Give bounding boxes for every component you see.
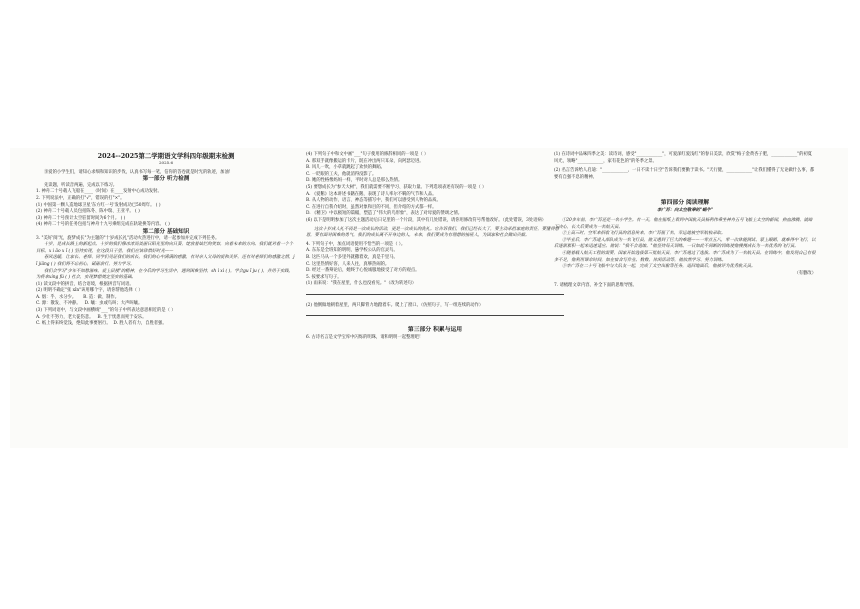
- poetry-fill-2: (2) 名言告诉给人启迪："____________，一日不读十日空"告诉我们要勤于读书。"天行健，____________"让我们懂得了无论做什么事，都要有自强不息的精神。: [554, 168, 815, 180]
- q2-item: (3) 神舟二十号预计太空驻留时间为6个月。 ( ): [36, 215, 126, 221]
- section-1-note: 先读题，听读音两遍，完成以下练习。: [44, 182, 118, 188]
- article-paragraph: ⑤李广苏在二十号飞船中与大队友一起，完成了太空出舱等任务，返回地面后，他被评为优秀航天员。: [562, 264, 756, 270]
- q3-sub1: (1) 读文段中的拼音，结合语境，根据拼音写词语。: [36, 281, 134, 287]
- question-1: 1. 神舟二十号载人飞船在____（时间）在____发射中心成功发射。: [36, 189, 162, 195]
- option: B. 生于忧患而死于安乐。: [97, 314, 147, 320]
- option: A. 少壮不努力，老大徒伤悲。: [36, 314, 94, 320]
- q4-option: C. 一眨眼的工夫，他就消得没影了。: [306, 171, 377, 177]
- option: A. 烟：乎、水分少。: [36, 294, 77, 300]
- question-4: (4) 下列句子中和文中画"___"句子使用的修辞相同的一项是（ ）: [306, 152, 429, 157]
- q5-option: C. 在进行自我介绍时，虽然对象和目的不同，但介绍的方式都一样。: [306, 204, 437, 210]
- q5-option: B. 从人物的动作、语言、神态等描写中，我们可以感受到人物的品质。: [306, 198, 441, 204]
- q5-option: D. 《精卫》中以极短的篇幅，塑造了"伟大的鸟形象"，表达了对母爱的赞颂之情。: [306, 211, 463, 217]
- option: B. 造：做、制作。: [83, 294, 120, 300]
- q4b-option: A. 东东是全班知的明明，悬学校公认的官灵鸟。: [306, 248, 398, 254]
- option: C. 源：散发、不冲静。: [36, 301, 81, 307]
- answer-line[interactable]: [306, 288, 564, 295]
- question-7: 7. 请梳理文章内容，补全下面的思维导图。: [554, 283, 637, 289]
- right-column: [554, 152, 816, 290]
- q2-item: (4) 神舟二十号的任务包括与神舟十九号乘组完成在轨轮换等内容。 ( ): [36, 222, 170, 228]
- article-paragraph: ④随着载人航天工程的需要，国家开始选拔第三批航天员，李广苏通过了选拔。李广苏成为了一名航天员。在训练中，他发现自己有很多不足，他利用课余时间，如在宿舍写作业、数数、休闲活动等，他依然学习、努力训练。: [554, 250, 816, 263]
- q4b-option: B. 这匹马从一个多里外就撒着欢，真是千里马。: [306, 254, 398, 260]
- section-1-heading: 第一部分 听力检测: [142, 176, 190, 183]
- q4-option: D. 她的性格像妈妈一样，平时对人总是那么热情。: [306, 178, 403, 184]
- option: D. 嚷：虫或鸟叫；大声叫嚷。: [84, 301, 143, 307]
- question-4b: 4. 下列句子中，加点词语使用不恰当的一项是（ ）。: [306, 241, 406, 247]
- question-5b: 5. 按要求写句子。: [306, 274, 342, 280]
- question-5: (5) 要想成长为"参天大树"，我们就需要不断学习、获取力量。下列选项表述有误的一项是（ ）: [306, 184, 487, 190]
- q2-item: (2) 神舟二十号载人员包括陈冬、陈中瑞、王亚平。 ( ): [36, 209, 140, 215]
- exam-intro: 亲爱的小学生们，请知心求细和知识的步伐，认真书写每一笔，信你的答卷就是时光的轨迹，加油！: [44, 169, 234, 175]
- question-3: 3. "美好'阅'光，旋梦成长"为主题的"十岁成长礼"活动火热进行中，请一起参加并完成下列任务。: [36, 235, 220, 241]
- q3-sub3: (3) 下列词语中，与文段中画横线"___"的句子中所表达意思相近的是（ ）: [36, 308, 176, 314]
- section-3-heading: 第三部分 积累与运用: [407, 327, 463, 334]
- passage-paragraph: 我们会学习"少年不知愁滋味，爱上层楼"的精神，在今后的学习生活中，遇到困难坚持，sh ì xì ( )，学会gu ī ju ( )，并用于实践，为将来xíng fú ( ) 社会，实现梦想奠定坚实的基础。: [36, 268, 293, 281]
- q4b-option: D. 经过一番辩论后，她终于心悦诚服地接受了对方的观点。: [306, 268, 420, 274]
- diary-excerpt: 这次十岁成人礼不再是一次成长的活动，更是一次成长的洗礼。它告诉我们，我们已经长大了，要主动承担家庭的责任，要懂得感恩，要有面对困难的勇气，我们的成长离不开身边的人，未来，我们要成为有理想的接班人，为国家和社会做出贡献。: [306, 226, 559, 239]
- question-6: (6) 以下是明明参加了这次主题活动后日记里的一个片段，其中有几处错误，请你用修改符号帮他改好。（此处错误，3处语病）: [306, 217, 547, 223]
- question-6b: 6. 古诗名言是文学宝库中闪烁的明珠，请和明明一起整理吧！: [306, 335, 424, 341]
- q5b-part1: (1) 雨来说："我在屋里，什么也没看见。"（改为转述句）: [306, 281, 417, 287]
- q4b-option: C. 这里热情好客，人来人往，真够热闹的。: [306, 261, 390, 267]
- q4-option: B. 风儿一吹，小草就跳起了欢快的舞蹈。: [306, 165, 385, 171]
- q5-option: A. 《爱鹅》这本讲述书籍在鹅，表现了诗人率尔不羁的气节和人品。: [306, 191, 437, 197]
- article-paragraph: ②上高三时，空军来招收飞行员的消息传来，李广苏报了名，幸运地被空军航校录取。: [562, 231, 726, 237]
- question-2: 2. 下列说法中，正确的打"√"，错误的打"×"。: [36, 195, 125, 201]
- passage-paragraph: 十岁，是成长路上的新起点。十岁的我们像冰凉而美丽日阳光里的向日葵，绽放着灿烂的笑容，向着未来的方向。我们就对着一个个目标，x i ǎo x ǐ ( ) 坚持实现，在这段日子里，我们应该珍惜好时光——: [36, 242, 294, 254]
- section-2-heading: 第二部分 基础知识: [142, 228, 190, 235]
- q2-item: (1) 中国第一颗人造地球卫星'东方红一号'发射成功已50周年。 ( ): [36, 202, 161, 208]
- option: C. 纸上得来终觉浅，绝知此事要躬行。: [36, 321, 111, 327]
- q3-sub2: (2) 明明不确定"张 xǐn"该用哪个字，请你帮他选择（ ）: [36, 288, 143, 294]
- q5b-part2: (2) 他倒做地朝着屋里，两只脚背力地蹬着车。爬上了窗口。（仿照句子，写一组连续的动作）: [306, 302, 484, 308]
- answer-line[interactable]: [306, 309, 564, 316]
- option: D. 胜人者有力，自胜者强。: [113, 321, 167, 327]
- article-paragraph: ①20多年前，李广苏还是一名小学生。有一天，他在报纸上看到中国航天员杨利伟乘坐神舟五号飞船上太空的新闻，热血沸腾，就暗下决心，长大后要成为一名航天员。: [554, 217, 813, 230]
- middle-column: [306, 152, 564, 342]
- article-paragraph: ③毕业后，李广苏进入部队成为一名飞行员，他又遇到了巨大的难题——一零点五八，零一次体能测试、蒙上眼睛，就难得中飞行，以后逐渐累积一起来迅速适应。他说："我不会退缩。"他坚持每天训练，一日如此不间断的训练使他慢慢成长为一名优秀的飞行员。: [554, 237, 816, 250]
- exam-title: 2024--2025第二学期语文学科四年级期末检测: [97, 152, 235, 160]
- article-title: 李广苏：向太空敬奉的"蜗牛": [656, 208, 714, 214]
- passage-paragraph: 春风送暖，让家长、老师、同学们见证我们的成长，我们的心中满满的感激，有对亲人父母的爱和关怀，还有对老师们的感激之情，j ī jiǎng ( ) 我们将不忘初心，砥砺前行，努力学习。: [36, 255, 295, 267]
- poetry-fill-1: (1) 在诗词中品味四季之美：读诗词，感受"____________"，可爱深红爱浅红"的春日美景，欣赏"梅子金黄杏子肥，____________"的初夏风光，领略"____________，家有花色的"的冬季之景。: [554, 152, 812, 164]
- left-column: [36, 152, 296, 328]
- q3-option: [36, 321, 296, 328]
- section-4-heading: 第四部分 阅读理解: [660, 200, 710, 207]
- exam-date: 2025.6: [159, 160, 173, 165]
- article-source: （有删改）: [794, 270, 816, 276]
- q4-option: A. 那双手就像搬运的卡片，既在冲出两只耳朵，向阿瑟迈进。: [306, 158, 424, 164]
